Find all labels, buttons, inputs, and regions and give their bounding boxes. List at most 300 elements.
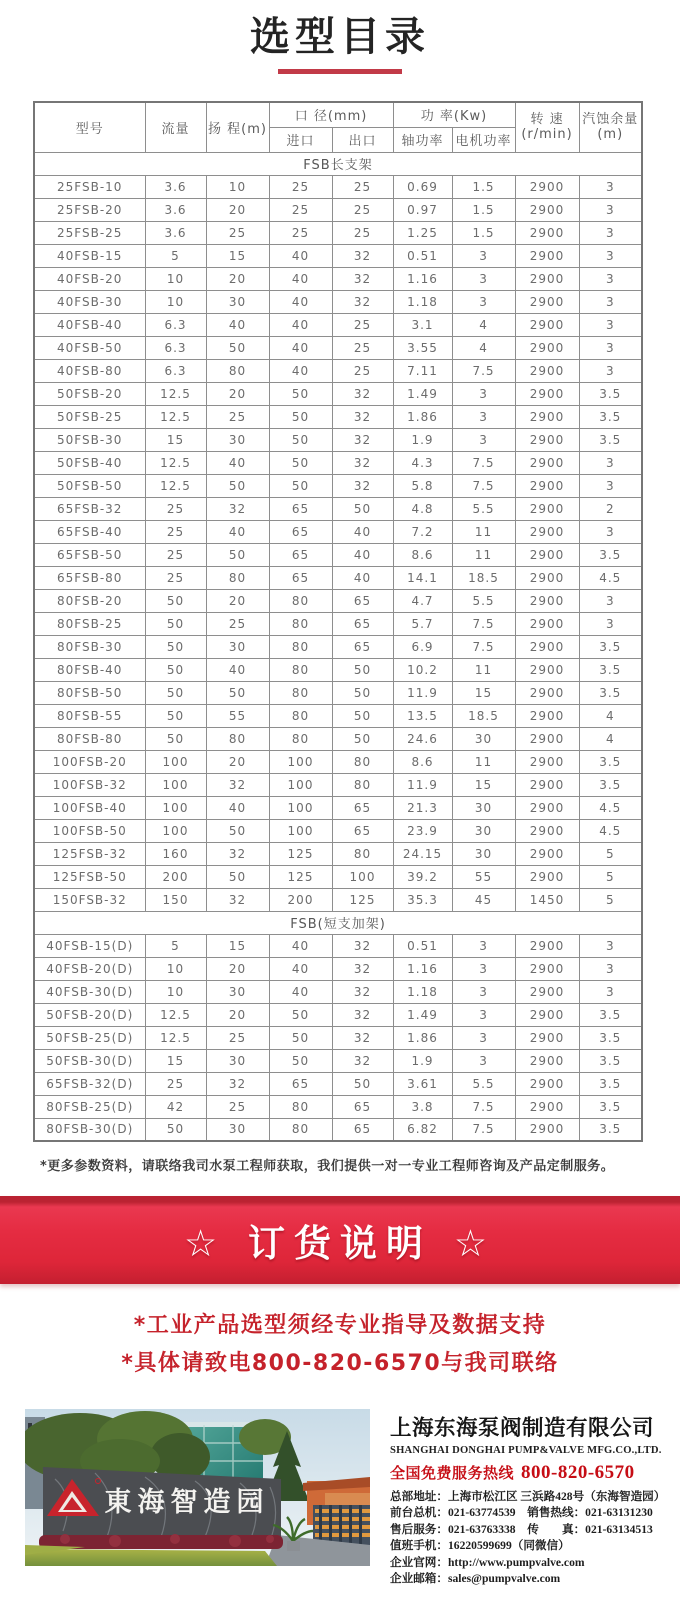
value-cell: 40 bbox=[206, 520, 269, 543]
value-cell: 7.11 bbox=[393, 359, 452, 382]
value-cell: 50 bbox=[269, 405, 332, 428]
table-row bbox=[34, 244, 642, 267]
col-header-motor-power: 电机功率 bbox=[452, 127, 515, 152]
value-cell: 20 bbox=[206, 957, 269, 980]
table-row bbox=[34, 497, 642, 520]
model-cell: 50FSB-30(D) bbox=[34, 1049, 145, 1072]
table-row bbox=[34, 888, 642, 911]
value-cell: 50 bbox=[269, 1003, 332, 1026]
value-cell: 2900 bbox=[515, 382, 579, 405]
value-cell: 3 bbox=[452, 1026, 515, 1049]
model-cell: 40FSB-15 bbox=[34, 244, 145, 267]
table-row bbox=[34, 750, 642, 773]
value-cell: 32 bbox=[332, 405, 393, 428]
speed-label: 转 速 bbox=[530, 112, 564, 128]
value-cell: 30 bbox=[452, 727, 515, 750]
value-cell: 10.2 bbox=[393, 658, 452, 681]
value-cell: 50 bbox=[145, 658, 206, 681]
value-cell: 30 bbox=[206, 635, 269, 658]
value-cell: 3 bbox=[579, 175, 642, 198]
value-cell: 3.1 bbox=[393, 313, 452, 336]
value-cell: 3.5 bbox=[579, 1095, 642, 1118]
value-cell: 25 bbox=[206, 405, 269, 428]
value-cell: 32 bbox=[206, 773, 269, 796]
value-cell: 45 bbox=[452, 888, 515, 911]
value-cell: 50 bbox=[269, 1049, 332, 1072]
value-cell: 65 bbox=[269, 520, 332, 543]
value-cell: 3 bbox=[579, 359, 642, 382]
contact-list bbox=[390, 1489, 678, 1587]
table-row bbox=[34, 313, 642, 336]
table-row bbox=[34, 1095, 642, 1118]
model-cell: 25FSB-25 bbox=[34, 221, 145, 244]
value-cell: 25 bbox=[206, 221, 269, 244]
value-cell: 32 bbox=[332, 1026, 393, 1049]
value-cell: 100 bbox=[145, 773, 206, 796]
value-cell: 25 bbox=[332, 175, 393, 198]
value-cell: 1.25 bbox=[393, 221, 452, 244]
table-row bbox=[34, 1049, 642, 1072]
npsh-unit: (m) bbox=[597, 127, 624, 143]
model-cell: 50FSB-40 bbox=[34, 451, 145, 474]
value-cell: 3.5 bbox=[579, 1049, 642, 1072]
col-header-inlet: 进口 bbox=[269, 127, 332, 152]
value-cell: 1.49 bbox=[393, 382, 452, 405]
value-cell: 4 bbox=[452, 336, 515, 359]
value-cell: 39.2 bbox=[393, 865, 452, 888]
value-cell: 1.18 bbox=[393, 980, 452, 1003]
value-cell: 32 bbox=[206, 888, 269, 911]
model-cell: 40FSB-20(D) bbox=[34, 957, 145, 980]
value-cell: 50 bbox=[269, 451, 332, 474]
value-cell: 10 bbox=[145, 290, 206, 313]
model-cell: 100FSB-20 bbox=[34, 750, 145, 773]
value-cell: 3.5 bbox=[579, 543, 642, 566]
value-cell: 50 bbox=[145, 704, 206, 727]
table-row bbox=[34, 1072, 642, 1095]
value-cell: 55 bbox=[452, 865, 515, 888]
value-cell: 4.5 bbox=[579, 796, 642, 819]
value-cell: 50 bbox=[332, 497, 393, 520]
value-cell: 2900 bbox=[515, 474, 579, 497]
value-cell: 5.7 bbox=[393, 612, 452, 635]
notice-line: *具体请致电800-820-6570与我司联络 bbox=[121, 1351, 559, 1376]
value-cell: 21.3 bbox=[393, 796, 452, 819]
value-cell: 42 bbox=[145, 1095, 206, 1118]
value-cell: 3 bbox=[579, 934, 642, 957]
value-cell: 80 bbox=[332, 750, 393, 773]
value-cell: 3 bbox=[579, 290, 642, 313]
value-cell: 3 bbox=[579, 244, 642, 267]
value-cell: 3 bbox=[579, 221, 642, 244]
header-row-1 bbox=[34, 102, 642, 127]
value-cell: 3.5 bbox=[579, 1003, 642, 1026]
value-cell: 40 bbox=[206, 451, 269, 474]
hotline-number: 800-820-6570 bbox=[521, 1462, 635, 1483]
value-cell: 2900 bbox=[515, 704, 579, 727]
table-row bbox=[34, 865, 642, 888]
company-section bbox=[25, 1409, 680, 1587]
value-cell: 50 bbox=[269, 474, 332, 497]
value-cell: 35.3 bbox=[393, 888, 452, 911]
value-cell: 11 bbox=[452, 658, 515, 681]
value-cell: 5 bbox=[579, 888, 642, 911]
pump-selection-table bbox=[33, 101, 643, 1142]
value-cell: 50 bbox=[145, 612, 206, 635]
value-cell: 3.5 bbox=[579, 1026, 642, 1049]
value-cell: 100 bbox=[145, 796, 206, 819]
value-cell: 50 bbox=[269, 428, 332, 451]
value-cell: 5 bbox=[579, 865, 642, 888]
value-cell: 32 bbox=[332, 1049, 393, 1072]
value-cell: 2900 bbox=[515, 221, 579, 244]
value-cell: 2900 bbox=[515, 428, 579, 451]
order-info-banner-title: ☆ 订货说明 ☆ bbox=[183, 1222, 497, 1265]
model-cell: 65FSB-50 bbox=[34, 543, 145, 566]
value-cell: 25 bbox=[206, 1026, 269, 1049]
value-cell: 5.8 bbox=[393, 474, 452, 497]
value-cell: 8.6 bbox=[393, 750, 452, 773]
value-cell: 2900 bbox=[515, 405, 579, 428]
table-row bbox=[34, 957, 642, 980]
model-cell: 150FSB-32 bbox=[34, 888, 145, 911]
model-cell: 40FSB-30(D) bbox=[34, 980, 145, 1003]
value-cell: 50 bbox=[332, 658, 393, 681]
value-cell: 2900 bbox=[515, 497, 579, 520]
value-cell: 15 bbox=[452, 681, 515, 704]
table-row bbox=[34, 221, 642, 244]
value-cell: 7.5 bbox=[452, 1095, 515, 1118]
value-cell: 100 bbox=[269, 773, 332, 796]
value-cell: 25 bbox=[332, 198, 393, 221]
value-cell: 11.9 bbox=[393, 681, 452, 704]
value-cell: 50 bbox=[206, 543, 269, 566]
value-cell: 7.5 bbox=[452, 635, 515, 658]
table-row bbox=[34, 543, 642, 566]
value-cell: 200 bbox=[145, 865, 206, 888]
value-cell: 1.16 bbox=[393, 957, 452, 980]
order-notices bbox=[0, 1307, 680, 1383]
value-cell: 40 bbox=[206, 658, 269, 681]
value-cell: 30 bbox=[206, 428, 269, 451]
value-cell: 100 bbox=[269, 819, 332, 842]
value-cell: 1.5 bbox=[452, 221, 515, 244]
model-cell: 80FSB-40 bbox=[34, 658, 145, 681]
col-header-model: 型号 bbox=[34, 102, 145, 152]
value-cell: 3 bbox=[452, 405, 515, 428]
model-cell: 40FSB-40 bbox=[34, 313, 145, 336]
value-cell: 3 bbox=[579, 612, 642, 635]
value-cell: 30 bbox=[206, 980, 269, 1003]
value-cell: 3 bbox=[452, 267, 515, 290]
model-cell: 50FSB-20(D) bbox=[34, 1003, 145, 1026]
value-cell: 50 bbox=[145, 589, 206, 612]
value-cell: 65 bbox=[332, 589, 393, 612]
value-cell: 25 bbox=[206, 612, 269, 635]
value-cell: 40 bbox=[269, 359, 332, 382]
model-cell: 65FSB-32 bbox=[34, 497, 145, 520]
npsh-label: 汽蚀余量 bbox=[582, 112, 639, 128]
value-cell: 15 bbox=[206, 244, 269, 267]
contact-line: 企业邮箱：sales@pumpvalve.com bbox=[390, 1572, 561, 1586]
value-cell: 2900 bbox=[515, 727, 579, 750]
value-cell: 40 bbox=[206, 313, 269, 336]
value-cell: 3.8 bbox=[393, 1095, 452, 1118]
notice-line: *工业产品选型须经专业指导及数据支持 bbox=[133, 1313, 547, 1338]
table-row bbox=[34, 635, 642, 658]
value-cell: 65 bbox=[269, 543, 332, 566]
value-cell: 1.86 bbox=[393, 1026, 452, 1049]
value-cell: 5 bbox=[145, 934, 206, 957]
value-cell: 32 bbox=[332, 451, 393, 474]
value-cell: 80 bbox=[269, 635, 332, 658]
value-cell: 0.51 bbox=[393, 934, 452, 957]
value-cell: 3 bbox=[452, 934, 515, 957]
value-cell: 3 bbox=[452, 1049, 515, 1072]
value-cell: 18.5 bbox=[452, 566, 515, 589]
section-row bbox=[34, 152, 642, 175]
table-row bbox=[34, 658, 642, 681]
table-row bbox=[34, 934, 642, 957]
value-cell: 55 bbox=[206, 704, 269, 727]
value-cell: 65 bbox=[332, 612, 393, 635]
value-cell: 2900 bbox=[515, 681, 579, 704]
value-cell: 32 bbox=[332, 474, 393, 497]
value-cell: 2900 bbox=[515, 612, 579, 635]
section-title: FSB长支架 bbox=[34, 152, 642, 175]
value-cell: 30 bbox=[206, 290, 269, 313]
value-cell: 2900 bbox=[515, 796, 579, 819]
contact-line: 前台总机：021-63774539 销售热线：021-63131230 bbox=[390, 1506, 653, 1520]
value-cell: 50 bbox=[145, 727, 206, 750]
company-photo bbox=[25, 1409, 370, 1566]
value-cell: 50 bbox=[145, 681, 206, 704]
value-cell: 4 bbox=[452, 313, 515, 336]
value-cell: 3.5 bbox=[579, 681, 642, 704]
value-cell: 2900 bbox=[515, 543, 579, 566]
value-cell: 30 bbox=[452, 842, 515, 865]
value-cell: 80 bbox=[269, 704, 332, 727]
value-cell: 20 bbox=[206, 589, 269, 612]
contact-line: 总部地址：上海市松江区 三浜路428号（东海智造园） bbox=[390, 1490, 666, 1503]
value-cell: 125 bbox=[332, 888, 393, 911]
table-row bbox=[34, 612, 642, 635]
value-cell: 1.49 bbox=[393, 1003, 452, 1026]
model-cell: 80FSB-25 bbox=[34, 612, 145, 635]
pump-selection-table-wrap bbox=[33, 101, 641, 1142]
table-row bbox=[34, 175, 642, 198]
value-cell: 40 bbox=[269, 957, 332, 980]
value-cell: 80 bbox=[269, 589, 332, 612]
value-cell: 12.5 bbox=[145, 1003, 206, 1026]
value-cell: 10 bbox=[145, 267, 206, 290]
value-cell: 7.5 bbox=[452, 612, 515, 635]
value-cell: 80 bbox=[269, 612, 332, 635]
value-cell: 32 bbox=[206, 1072, 269, 1095]
photo-sign-text: 東海智造园 bbox=[104, 1487, 270, 1518]
value-cell: 20 bbox=[206, 382, 269, 405]
value-cell: 7.2 bbox=[393, 520, 452, 543]
value-cell: 2900 bbox=[515, 1095, 579, 1118]
value-cell: 25 bbox=[145, 520, 206, 543]
value-cell: 0.69 bbox=[393, 175, 452, 198]
value-cell: 25 bbox=[269, 221, 332, 244]
value-cell: 65 bbox=[269, 497, 332, 520]
value-cell: 24.15 bbox=[393, 842, 452, 865]
value-cell: 100 bbox=[145, 819, 206, 842]
contact-line: 值班手机：16220599699（同微信） bbox=[390, 1539, 570, 1553]
value-cell: 80 bbox=[332, 842, 393, 865]
value-cell: 25 bbox=[206, 1095, 269, 1118]
value-cell: 40 bbox=[269, 290, 332, 313]
model-cell: 100FSB-32 bbox=[34, 773, 145, 796]
value-cell: 7.5 bbox=[452, 1118, 515, 1141]
value-cell: 30 bbox=[206, 1118, 269, 1141]
hotline-label: 全国免费服务热线 bbox=[390, 1464, 515, 1482]
value-cell: 3 bbox=[579, 474, 642, 497]
col-header-speed bbox=[515, 102, 579, 152]
model-cell: 100FSB-40 bbox=[34, 796, 145, 819]
value-cell: 6.9 bbox=[393, 635, 452, 658]
contact-line: 企业官网：http://www.pumpvalve.com bbox=[390, 1555, 585, 1569]
value-cell: 50 bbox=[332, 727, 393, 750]
value-cell: 50 bbox=[206, 865, 269, 888]
value-cell: 6.3 bbox=[145, 359, 206, 382]
value-cell: 2900 bbox=[515, 359, 579, 382]
value-cell: 3 bbox=[452, 1003, 515, 1026]
value-cell: 0.51 bbox=[393, 244, 452, 267]
value-cell: 11 bbox=[452, 750, 515, 773]
value-cell: 150 bbox=[145, 888, 206, 911]
value-cell: 3 bbox=[579, 198, 642, 221]
value-cell: 12.5 bbox=[145, 405, 206, 428]
value-cell: 25 bbox=[145, 566, 206, 589]
value-cell: 20 bbox=[206, 1003, 269, 1026]
value-cell: 1.5 bbox=[452, 175, 515, 198]
value-cell: 3 bbox=[579, 336, 642, 359]
value-cell: 32 bbox=[332, 980, 393, 1003]
value-cell: 50 bbox=[332, 1072, 393, 1095]
value-cell: 3 bbox=[452, 382, 515, 405]
value-cell: 50 bbox=[206, 336, 269, 359]
table-row bbox=[34, 382, 642, 405]
value-cell: 80 bbox=[269, 681, 332, 704]
value-cell: 25 bbox=[269, 198, 332, 221]
value-cell: 2900 bbox=[515, 198, 579, 221]
value-cell: 2900 bbox=[515, 773, 579, 796]
value-cell: 3 bbox=[579, 267, 642, 290]
section-title: FSB(短支加架) bbox=[34, 911, 642, 934]
value-cell: 3.6 bbox=[145, 198, 206, 221]
value-cell: 10 bbox=[206, 175, 269, 198]
value-cell: 80 bbox=[332, 773, 393, 796]
value-cell: 50 bbox=[145, 1118, 206, 1141]
value-cell: 3.61 bbox=[393, 1072, 452, 1095]
table-row bbox=[34, 359, 642, 382]
value-cell: 65 bbox=[269, 566, 332, 589]
value-cell: 24.6 bbox=[393, 727, 452, 750]
table-row bbox=[34, 704, 642, 727]
value-cell: 3 bbox=[579, 451, 642, 474]
value-cell: 65 bbox=[332, 819, 393, 842]
col-header-head: 扬 程(m) bbox=[206, 102, 269, 152]
value-cell: 65 bbox=[332, 635, 393, 658]
value-cell: 2900 bbox=[515, 336, 579, 359]
value-cell: 50 bbox=[332, 681, 393, 704]
table-footnote: *更多参数资料，请联络我司水泵工程师获取，我们提供一对一专业工程师咨询及产品定制服务。 bbox=[40, 1159, 615, 1174]
table-row bbox=[34, 451, 642, 474]
value-cell: 2900 bbox=[515, 934, 579, 957]
value-cell: 1.5 bbox=[452, 198, 515, 221]
value-cell: 32 bbox=[332, 382, 393, 405]
table-row bbox=[34, 1118, 642, 1141]
value-cell: 65 bbox=[269, 1072, 332, 1095]
value-cell: 25 bbox=[269, 175, 332, 198]
value-cell: 3.5 bbox=[579, 773, 642, 796]
title-underline bbox=[278, 69, 402, 74]
value-cell: 4 bbox=[579, 727, 642, 750]
value-cell: 50 bbox=[269, 1026, 332, 1049]
section-row bbox=[34, 911, 642, 934]
value-cell: 80 bbox=[269, 1095, 332, 1118]
value-cell: 23.9 bbox=[393, 819, 452, 842]
value-cell: 3 bbox=[452, 290, 515, 313]
value-cell: 40 bbox=[269, 336, 332, 359]
table-row bbox=[34, 267, 642, 290]
model-cell: 25FSB-20 bbox=[34, 198, 145, 221]
value-cell: 3 bbox=[579, 957, 642, 980]
value-cell: 50 bbox=[206, 474, 269, 497]
model-cell: 65FSB-32(D) bbox=[34, 1072, 145, 1095]
value-cell: 25 bbox=[332, 221, 393, 244]
value-cell: 2900 bbox=[515, 290, 579, 313]
value-cell: 15 bbox=[206, 934, 269, 957]
order-info-banner bbox=[0, 1196, 680, 1284]
value-cell: 3 bbox=[452, 957, 515, 980]
value-cell: 2900 bbox=[515, 842, 579, 865]
col-header-outlet: 出口 bbox=[332, 127, 393, 152]
col-header-diameter-group: 口 径(mm) bbox=[269, 102, 393, 127]
value-cell: 4.5 bbox=[579, 566, 642, 589]
table-row bbox=[34, 336, 642, 359]
value-cell: 7.5 bbox=[452, 474, 515, 497]
model-cell: 40FSB-30 bbox=[34, 290, 145, 313]
value-cell: 50 bbox=[206, 681, 269, 704]
value-cell: 2900 bbox=[515, 635, 579, 658]
value-cell: 2900 bbox=[515, 658, 579, 681]
model-cell: 80FSB-25(D) bbox=[34, 1095, 145, 1118]
value-cell: 3 bbox=[579, 520, 642, 543]
value-cell: 18.5 bbox=[452, 704, 515, 727]
value-cell: 80 bbox=[269, 658, 332, 681]
col-header-shaft-power: 轴功率 bbox=[393, 127, 452, 152]
value-cell: 5.5 bbox=[452, 497, 515, 520]
value-cell: 15 bbox=[145, 428, 206, 451]
table-row bbox=[34, 980, 642, 1003]
model-cell: 40FSB-50 bbox=[34, 336, 145, 359]
value-cell: 12.5 bbox=[145, 382, 206, 405]
value-cell: 7.5 bbox=[452, 359, 515, 382]
value-cell: 8.6 bbox=[393, 543, 452, 566]
table-row bbox=[34, 819, 642, 842]
pump-table-body bbox=[34, 152, 642, 1141]
model-cell: 80FSB-30(D) bbox=[34, 1118, 145, 1141]
value-cell: 40 bbox=[269, 267, 332, 290]
value-cell: 2900 bbox=[515, 451, 579, 474]
value-cell: 80 bbox=[269, 1118, 332, 1141]
value-cell: 40 bbox=[269, 980, 332, 1003]
col-header-npsh bbox=[579, 102, 642, 152]
